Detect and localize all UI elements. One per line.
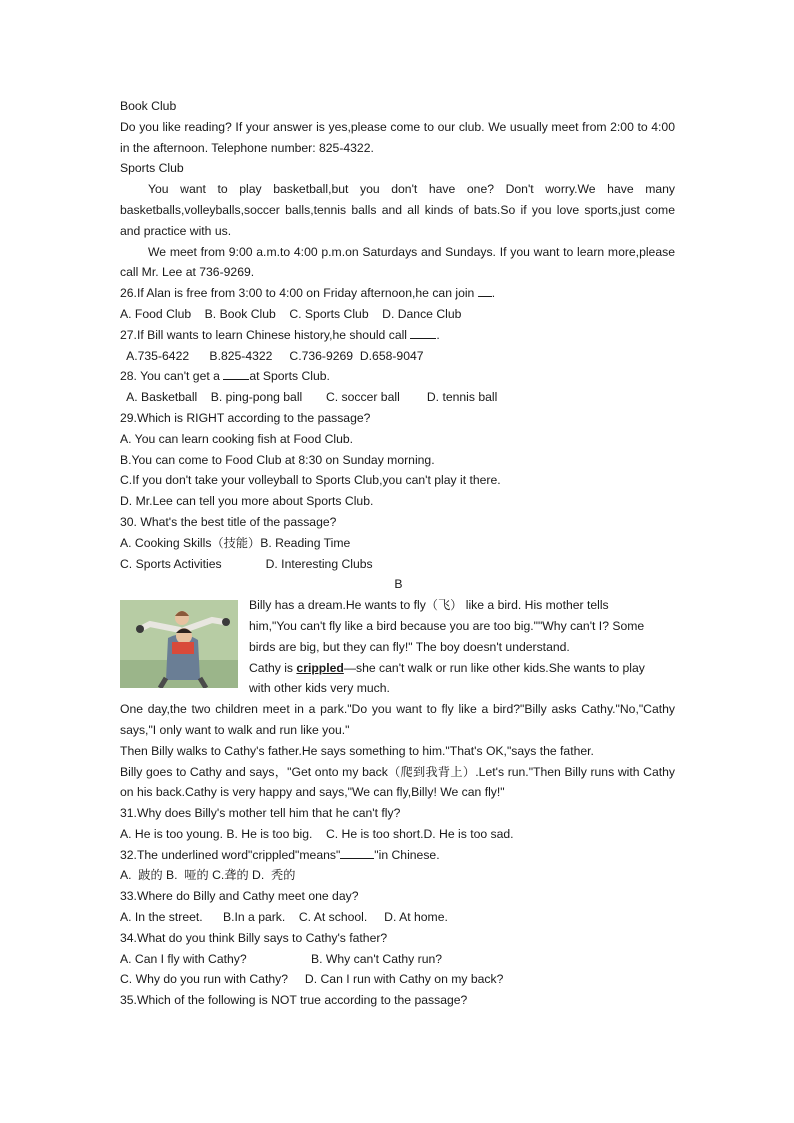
kids-piggyback-photo: [120, 600, 238, 688]
question-32-end: "in Chinese.: [374, 847, 440, 862]
section-b-intro: [120, 595, 675, 699]
question-27-end: .: [436, 327, 440, 342]
passage-b-line-2: him,"You can't fly like a bird because you are too big.""Why can't I? Some: [249, 618, 645, 633]
question-29-option-d: D. Mr.Lee can tell you more about Sports Club.: [120, 494, 374, 509]
answer-blank: [410, 326, 436, 339]
question-34-options-cd: C. Why do you run with Cathy? D. Can I run with Cathy on my back?: [120, 972, 504, 987]
question-28: [120, 366, 675, 387]
passage-b-line-3: birds are big, but they can fly!" The boy doesn't understand.: [249, 639, 570, 654]
section-b-label: B: [394, 577, 403, 592]
passage-b-paragraph-5: Billy goes to Cathy and says，"Get onto my back（爬到我背上）.Let's run."Then Billy runs with Cathy on his back.Cathy is very happy and says,"We can fly,Billy! We can fly!": [120, 764, 675, 800]
question-30-options-cd: C. Sports Activities D. Interesting Clubs: [120, 556, 373, 571]
passage-b-paragraph-4: Then Billy walks to Cathy's father.He says something to him."That's OK,"says the father.: [120, 743, 594, 758]
document-page: [120, 96, 675, 1011]
question-29-stem: 29.Which is RIGHT according to the passage?: [120, 410, 371, 425]
underlined-word-crippled: crippled: [296, 660, 344, 675]
cathy-suffix: —she can't walk or run like other kids.She wants to play: [343, 660, 645, 675]
question-32-stem: 32.The underlined word"crippled"means": [120, 847, 341, 862]
question-26-stem: 26.If Alan is free from 3:00 to 4:00 on Friday afternoon,he can join: [120, 286, 475, 301]
question-34-options-ab: A. Can I fly with Cathy? B. Why can't Cathy run?: [120, 951, 443, 966]
cathy-prefix: Cathy is: [249, 660, 297, 675]
sports-club-title: Sports Club: [120, 161, 184, 176]
sports-club-paragraph-2: We meet from 9:00 a.m.to 4:00 p.m.on Saturdays and Sundays. If you want to learn more,please call Mr. Lee at 736-9269.: [120, 244, 675, 280]
book-club-title: Book Club: [120, 99, 177, 113]
question-27-stem: 27.If Bill wants to learn Chinese history,he should call: [120, 327, 408, 342]
question-33-stem: 33.Where do Billy and Cathy meet one day?: [120, 889, 359, 904]
question-28-stem: 28. You can't get a: [120, 369, 220, 384]
passage-b-line-1: Billy has a dream.He wants to fly（飞） like a bird. His mother tells: [249, 598, 609, 613]
question-28-end: at Sports Club.: [249, 369, 330, 384]
photo-illustration: [120, 600, 238, 688]
question-28-options: A. Basketball B. ping-pong ball C. soccer ball D. tennis ball: [120, 390, 498, 405]
question-30-stem: 30. What's the best title of the passage?: [120, 514, 337, 529]
book-club-paragraph: Do you like reading? If your answer is yes,please come to our club. We usually meet from 2:00 to 4:00 in the afternoon. Telephone number: 825-4322.: [120, 119, 675, 155]
answer-blank: [478, 284, 492, 297]
passage-b-cathy-line-2: with other kids very much.: [249, 681, 390, 696]
question-29-option-c: C.If you don't take your volleyball to Sports Club,you can't play it there.: [120, 473, 501, 488]
question-26-end: .: [491, 286, 496, 301]
question-32-options: A. 跛的 B. 哑的 C.聋的 D. 秃的: [120, 868, 296, 883]
question-26-options: A. Food Club B. Book Club C. Sports Club D. Dance Club: [120, 306, 462, 321]
question-31-options: A. He is too young. B. He is too big. C. He is too short.D. He is too sad.: [120, 826, 514, 841]
question-32: [120, 845, 675, 866]
passage-b-cathy-line: [249, 658, 675, 679]
question-26: [120, 283, 675, 304]
question-29-option-b: B.You can come to Food Club at 8:30 on Sunday morning.: [120, 452, 435, 467]
question-31-stem: 31.Why does Billy's mother tell him that he can't fly?: [120, 806, 401, 821]
question-33-options: A. In the street. B.In a park. C. At school. D. At home.: [120, 910, 448, 925]
question-27: [120, 325, 675, 346]
section-b-text-beside-photo: [249, 595, 675, 699]
question-29-option-a: A. You can learn cooking fish at Food Club.: [120, 431, 354, 446]
question-35-stem: 35.Which of the following is NOT true according to the passage?: [120, 993, 468, 1008]
answer-blank: [223, 367, 249, 380]
question-27-options: A.735-6422 B.825-4322 C.736-9269 D.658-9047: [120, 348, 424, 363]
question-34-stem: 34.What do you think Billy says to Cathy's father?: [120, 930, 388, 945]
question-30-options-ab: A. Cooking Skills（技能）B. Reading Time: [120, 535, 351, 550]
answer-blank: [340, 846, 374, 859]
passage-b-paragraph-3: One day,the two children meet in a park."Do you want to fly like a bird?"Billy asks Cathy."No,"Cathy says,"I only want to walk and run like you.": [120, 702, 675, 737]
sports-club-paragraph-1: You want to play basketball,but you don't have one? Don't worry.We have many basketballs,volleyballs,soccer balls,tennis balls and all kinds of bats.So if you love sports,just come and practice with us.: [120, 182, 675, 238]
